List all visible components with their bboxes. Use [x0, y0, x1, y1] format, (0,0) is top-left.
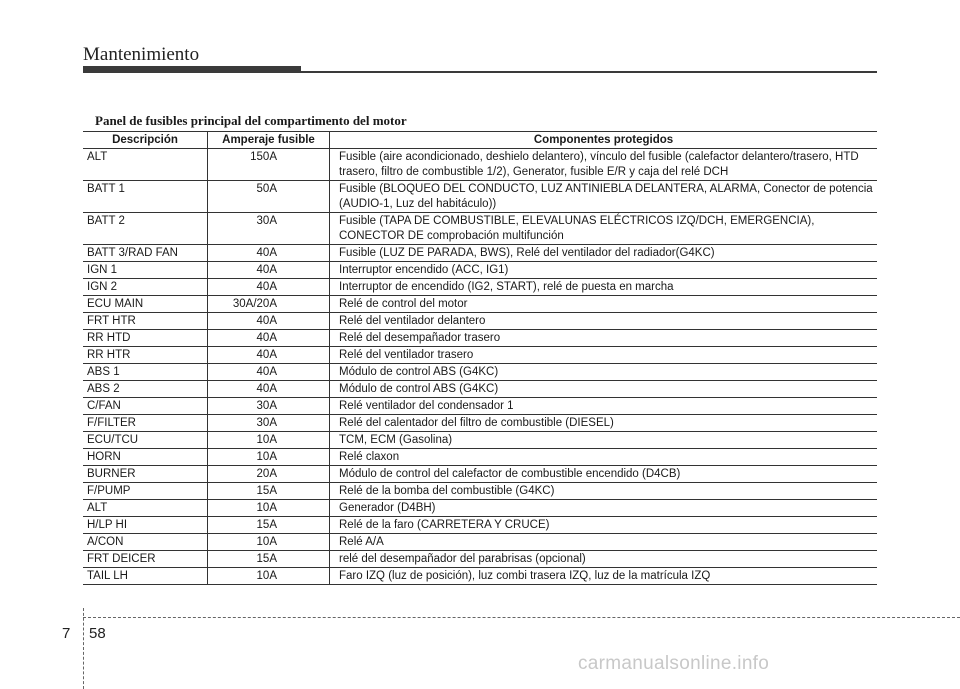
- fuse-components: Generador (D4BH): [330, 500, 878, 517]
- table-row: [83, 483, 877, 500]
- fuse-amperage: 30A: [208, 213, 330, 245]
- page-number: 58: [89, 625, 106, 642]
- fuse-amperage: 10A: [208, 500, 330, 517]
- fuse-amperage: 40A: [208, 245, 330, 262]
- chapter-number: 7: [62, 625, 71, 642]
- table-row: [83, 568, 877, 585]
- fuse-amperage: 15A: [208, 517, 330, 534]
- fuse-amperage: 30A/20A: [208, 296, 330, 313]
- fuse-components: Relé claxon: [330, 449, 878, 466]
- fuse-amperage: 40A: [208, 262, 330, 279]
- fuse-components: Interruptor de encendido (IG2, START), relé de puesta en marcha: [330, 279, 878, 296]
- table-header-row: [83, 132, 877, 149]
- fuse-description: TAIL LH: [83, 568, 208, 585]
- footer-vertical-rule: [83, 608, 84, 689]
- fuse-description: BATT 3/RAD FAN: [83, 245, 208, 262]
- fuse-components: Fusible (BLOQUEO DEL CONDUCTO, LUZ ANTINIEBLA DELANTERA, ALARMA, Conector de potencia (AUDIO-1, Luz del habitáculo)): [330, 181, 878, 213]
- table-row: [83, 181, 877, 213]
- table-row: [83, 381, 877, 398]
- fuse-description: RR HTD: [83, 330, 208, 347]
- fuse-components: Relé del desempañador trasero: [330, 330, 878, 347]
- fuse-amperage: 40A: [208, 347, 330, 364]
- fuse-description: FRT HTR: [83, 313, 208, 330]
- fuse-amperage: 10A: [208, 449, 330, 466]
- watermark-text: carmanualsonline.info: [578, 653, 770, 674]
- fuse-amperage: 40A: [208, 313, 330, 330]
- fuse-components: Fusible (aire acondicionado, deshielo delantero), vínculo del fusible (calefactor delantero/trasero, HTD trasero, filtro de combustible 1/2), Generator, fusible E/R y caja del relé DCH: [330, 149, 878, 181]
- header-rule-thin: [301, 71, 877, 73]
- fuse-components: Faro IZQ (luz de posición), luz combi trasera IZQ, luz de la matrícula IZQ: [330, 568, 878, 585]
- fuse-amperage: 50A: [208, 181, 330, 213]
- table-row: [83, 517, 877, 534]
- fuse-components: Relé de la faro (CARRETERA Y CRUCE): [330, 517, 878, 534]
- fuse-description: F/FILTER: [83, 415, 208, 432]
- page-header-title: Mantenimiento: [83, 44, 200, 65]
- fuse-description: C/FAN: [83, 398, 208, 415]
- fuse-amperage: 10A: [208, 432, 330, 449]
- fuse-amperage: 30A: [208, 398, 330, 415]
- fuse-amperage: 10A: [208, 534, 330, 551]
- table-row: [83, 551, 877, 568]
- fuse-description: ECU MAIN: [83, 296, 208, 313]
- table-row: [83, 466, 877, 483]
- column-header-amperage: Amperaje fusible: [208, 132, 330, 149]
- fuse-amperage: 40A: [208, 364, 330, 381]
- fuse-components: Relé de control del motor: [330, 296, 878, 313]
- fuse-description: ABS 2: [83, 381, 208, 398]
- table-row: [83, 262, 877, 279]
- fuse-components: Fusible (TAPA DE COMBUSTIBLE, ELEVALUNAS ELÉCTRICOS IZQ/DCH, EMERGENCIA), CONECTOR DE comprobación multifunción: [330, 213, 878, 245]
- table-row: [83, 364, 877, 381]
- fuse-description: ABS 1: [83, 364, 208, 381]
- fuse-components: Relé A/A: [330, 534, 878, 551]
- table-row: [83, 296, 877, 313]
- fuse-description: BATT 1: [83, 181, 208, 213]
- fuse-components: Interruptor encendido (ACC, IG1): [330, 262, 878, 279]
- fuse-description: BATT 2: [83, 213, 208, 245]
- fuse-components: Relé de la bomba del combustible (G4KC): [330, 483, 878, 500]
- fuse-description: BURNER: [83, 466, 208, 483]
- table-row: [83, 313, 877, 330]
- section-title: Panel de fusibles principal del compartimento del motor: [95, 113, 407, 128]
- fuse-components: Módulo de control ABS (G4KC): [330, 364, 878, 381]
- footer-horizontal-rule: [83, 617, 960, 618]
- fuse-description: IGN 1: [83, 262, 208, 279]
- fuse-components: Relé del ventilador trasero: [330, 347, 878, 364]
- table-row: [83, 500, 877, 517]
- column-header-description: Descripción: [83, 132, 208, 149]
- fuse-description: ALT: [83, 149, 208, 181]
- table-row: [83, 245, 877, 262]
- fuse-amperage: 15A: [208, 551, 330, 568]
- fuse-description: ALT: [83, 500, 208, 517]
- fuse-components: Fusible (LUZ DE PARADA, BWS), Relé del ventilador del radiador(G4KC): [330, 245, 878, 262]
- fuse-description: ECU/TCU: [83, 432, 208, 449]
- fuse-description: HORN: [83, 449, 208, 466]
- fuse-components: relé del desempañador del parabrisas (opcional): [330, 551, 878, 568]
- fuse-amperage: 40A: [208, 330, 330, 347]
- fuse-components: Relé del calentador del filtro de combustible (DIESEL): [330, 415, 878, 432]
- table-row: [83, 398, 877, 415]
- table-row: [83, 330, 877, 347]
- fuse-amperage: 15A: [208, 483, 330, 500]
- fuse-description: FRT DEICER: [83, 551, 208, 568]
- fuse-description: F/PUMP: [83, 483, 208, 500]
- table-row: [83, 279, 877, 296]
- fuse-table: [83, 131, 877, 585]
- fuse-amperage: 20A: [208, 466, 330, 483]
- fuse-components: Relé ventilador del condensador 1: [330, 398, 878, 415]
- fuse-amperage: 10A: [208, 568, 330, 585]
- column-header-components: Componentes protegidos: [330, 132, 878, 149]
- table-row: [83, 347, 877, 364]
- fuse-amperage: 150A: [208, 149, 330, 181]
- fuse-amperage: 40A: [208, 381, 330, 398]
- fuse-description: IGN 2: [83, 279, 208, 296]
- fuse-components: Relé del ventilador delantero: [330, 313, 878, 330]
- table-row: [83, 213, 877, 245]
- fuse-table-body: [83, 149, 877, 585]
- fuse-components: Módulo de control del calefactor de combustible encendido (D4CB): [330, 466, 878, 483]
- fuse-description: A/CON: [83, 534, 208, 551]
- fuse-description: RR HTR: [83, 347, 208, 364]
- table-row: [83, 449, 877, 466]
- table-row: [83, 432, 877, 449]
- fuse-components: TCM, ECM (Gasolina): [330, 432, 878, 449]
- table-row: [83, 149, 877, 181]
- fuse-description: H/LP HI: [83, 517, 208, 534]
- table-row: [83, 415, 877, 432]
- fuse-amperage: 30A: [208, 415, 330, 432]
- fuse-components: Módulo de control ABS (G4KC): [330, 381, 878, 398]
- header-rule-thick: [83, 66, 301, 73]
- fuse-amperage: 40A: [208, 279, 330, 296]
- table-row: [83, 534, 877, 551]
